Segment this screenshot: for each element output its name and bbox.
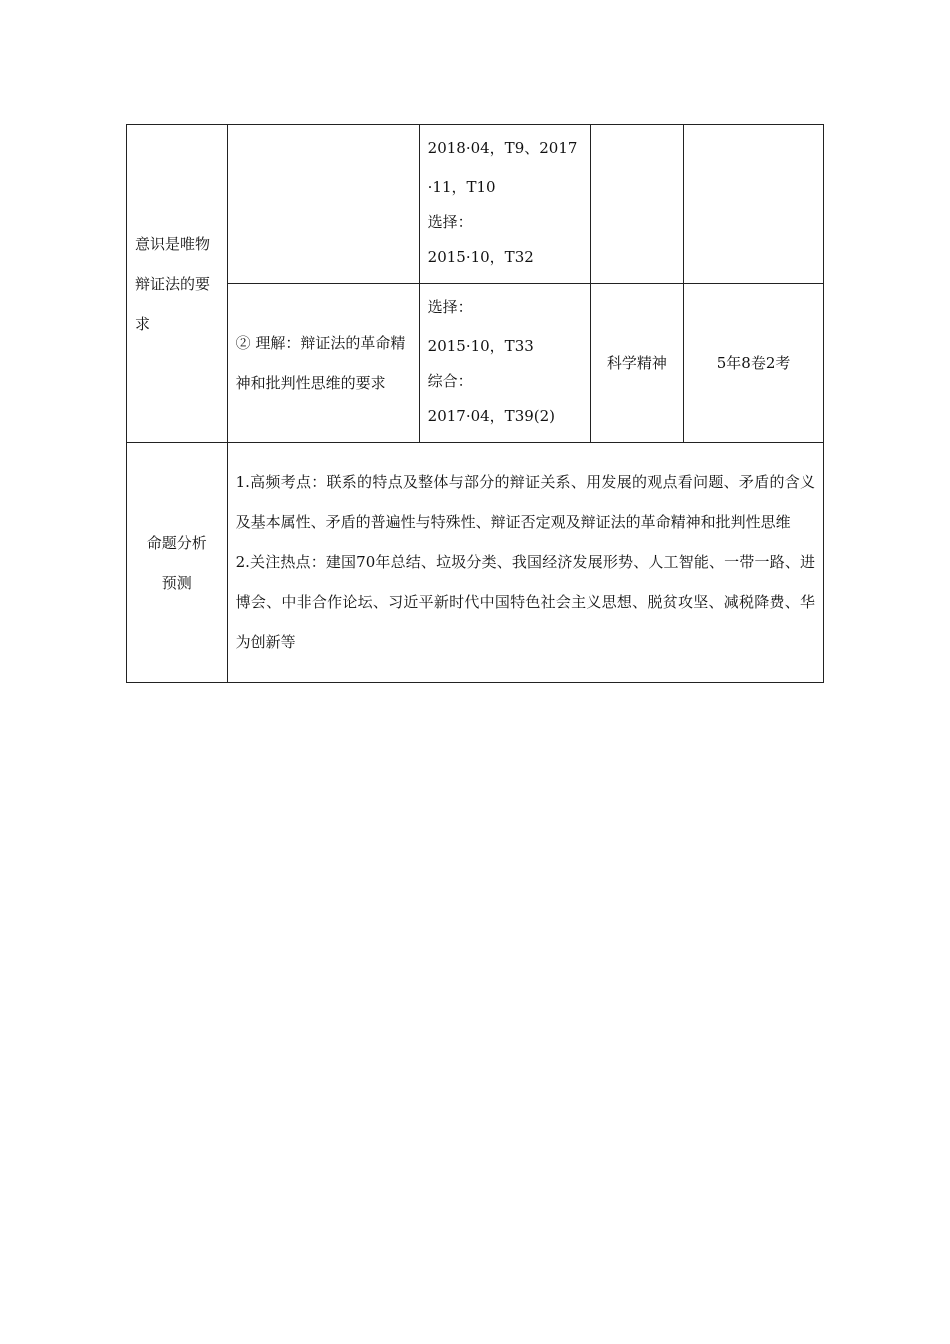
requirement-cell-empty [227, 125, 419, 284]
analysis-label-cell [127, 443, 228, 683]
exam-ref-line: 选择： [427, 298, 473, 316]
exam-ref-line: 2015·10，T33 [427, 337, 534, 355]
analysis-content-cell [227, 443, 823, 683]
exam-ref-line: 2018·04，T9、2017 [427, 139, 578, 157]
analysis-point-2: 2.关注热点：建国70年总结、垃圾分类、我国经济发展形势、人工智能、一带一路、进博会、中非合作论坛、习近平新时代中国特色社会主义思想、脱贫攻坚、减税降费、华为创新等 [235, 552, 815, 651]
analysis-label: 命题分析预测 [146, 533, 207, 592]
exam-ref-line: 2015·10，T32 [427, 248, 534, 266]
exam-ref-line: 综合： [427, 372, 473, 390]
topic-cell [127, 125, 228, 443]
table-row [127, 284, 824, 443]
table-row [127, 125, 824, 284]
exam-ref-line: 选择： [427, 213, 473, 231]
frequency-text: 5年8卷2考 [716, 354, 791, 372]
literacy-cell-empty [590, 125, 684, 284]
requirement-text: ② 理解：辩证法的革命精神和批判性思维的要求 [235, 334, 406, 392]
exam-ref-line: 2017·04，T39(2) [427, 407, 556, 425]
frequency-cell-empty [684, 125, 824, 284]
exam-refs-cell [419, 284, 590, 443]
exam-analysis-table [126, 124, 824, 683]
frequency-cell [684, 284, 824, 443]
analysis-point-1: 1.高频考点：联系的特点及整体与部分的辩证关系、用发展的观点看问题、矛盾的含义及基本属性、矛盾的普遍性与特殊性、辩证否定观及辩证法的革命精神和批判性思维 [235, 472, 815, 531]
literacy-cell [590, 284, 684, 443]
exam-ref-line: ·11，T10 [427, 178, 496, 196]
table-row [127, 443, 824, 683]
topic-text: 意识是唯物辩证法的要求 [135, 234, 211, 333]
literacy-text: 科学精神 [606, 354, 667, 372]
exam-refs-cell [419, 125, 590, 284]
requirement-cell [227, 284, 419, 443]
